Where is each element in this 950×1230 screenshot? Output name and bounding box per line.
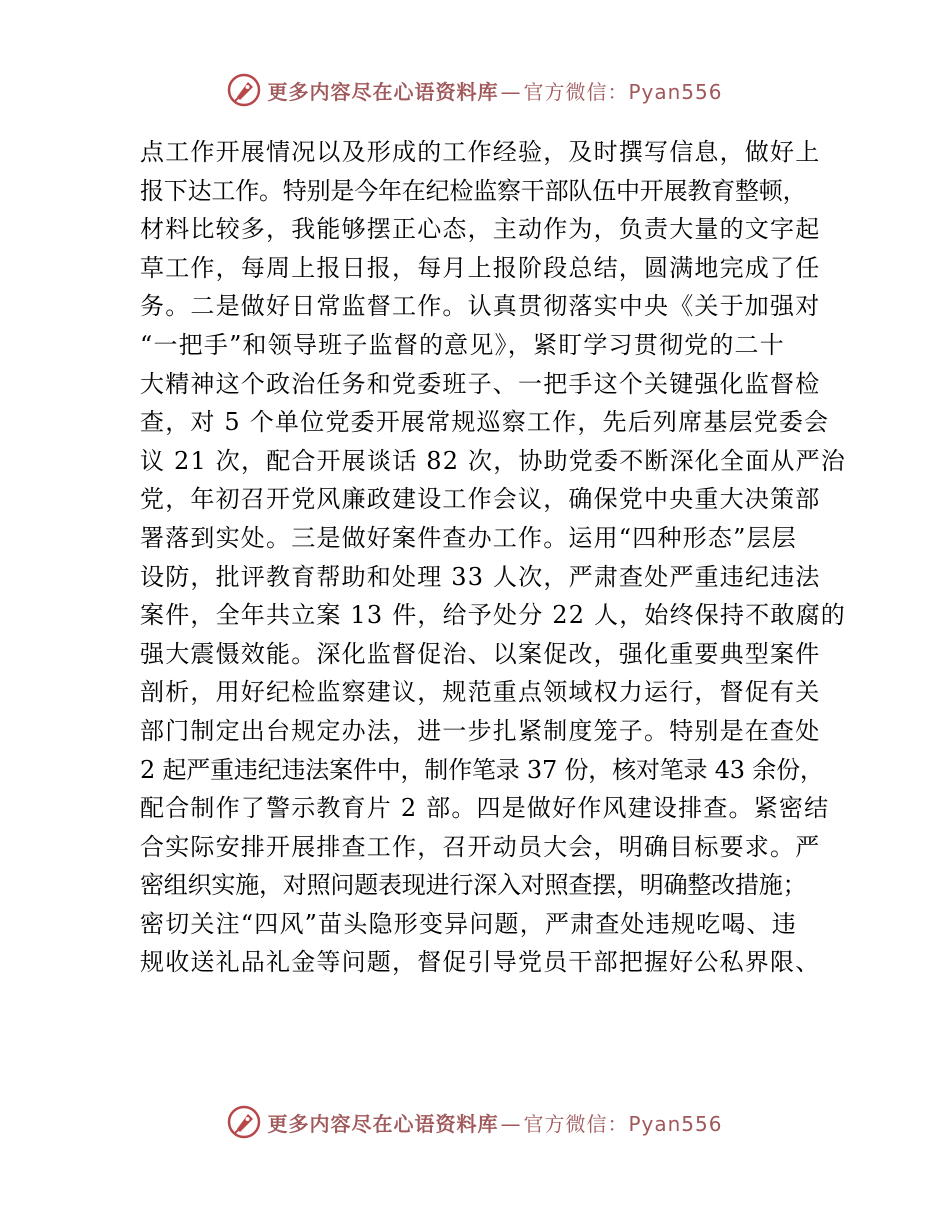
body-line: 材料比较多，我能够摆正心态，主动作为，负责大量的文字起 (140, 215, 821, 244)
body-line: 点工作开展情况以及形成的工作经验，及时撰写信息，做好上 (140, 138, 821, 166)
body-line: 设防，批评教育帮助和处理 33 人次，严肃查处严重违纪违法 (140, 562, 821, 591)
header-contact: 官方微信：Pyan556 (523, 79, 723, 104)
header-banner (0, 70, 950, 110)
header-separator: — (500, 79, 522, 104)
body-line: 报下达工作。特别是今年在纪检监察干部队伍中开展教育整顿， (140, 176, 807, 205)
body-line: 草工作，每周上报日报，每月上报阶段总结，圆满地完成了任 (140, 253, 821, 282)
footer-title: 更多内容尽在心语资料库 (267, 1111, 499, 1136)
body-line: “一把手”和领导班子监督的意见》，紧盯学习贯彻党的二十 (140, 330, 785, 359)
footer-text (267, 1108, 722, 1137)
document-body (140, 133, 846, 982)
body-line: 剖析，用好纪检监察建议，规范重点领域权力运行，督促有关 (140, 678, 821, 707)
body-line: 密组织实施，对照问题表现进行深入对照查摆，明确整改措施； (140, 871, 807, 900)
body-line: 查，对 5 个单位党委开展常规巡察工作，先后列席基层党委会 (140, 408, 830, 437)
pen-nib-logo-icon (227, 1105, 261, 1139)
body-line: 议 21 次，配合开展谈话 82 次，协助党委不断深化全面从严治 (140, 446, 846, 475)
body-line: 案件，全年共立案 13 件，给予处分 22 人，始终保持不敢腐的 (140, 601, 846, 630)
pen-nib-logo-icon (227, 73, 261, 107)
body-line: 署落到实处。三是做好案件查办工作。运用“四种形态”层层 (140, 523, 797, 552)
footer-banner (0, 1102, 950, 1142)
body-line: 规收送礼品礼金等问题，督促引导党员干部把握好公私界限、 (140, 948, 821, 977)
body-line: 大精神这个政治任务和党委班子、一把手这个关键强化监督检 (140, 369, 821, 398)
body-line: 务。二是做好日常监督工作。认真贯彻落实中央《关于加强对 (140, 292, 821, 321)
body-line: 配合制作了警示教育片 2 部。四是做好作风建设排查。紧密结 (140, 794, 830, 823)
body-line: 密切关注“四风”苗头隐形变异问题，严肃查处违规吃喝、违 (140, 909, 797, 938)
body-line: 强大震慑效能。深化监督促治、以案促改，强化重要典型案件 (140, 639, 821, 668)
header-text (267, 76, 722, 105)
body-line: 2 起严重违纪违法案件中，制作笔录 37 份，核对笔录 43 余份， (140, 755, 824, 784)
footer-contact: 官方微信：Pyan556 (523, 1111, 723, 1136)
body-line: 合实际安排开展排查工作，召开动员大会，明确目标要求。严 (140, 832, 821, 861)
header-title: 更多内容尽在心语资料库 (267, 79, 499, 104)
body-line: 党，年初召开党风廉政建设工作会议，确保党中央重大决策部 (140, 485, 821, 514)
footer-separator: — (500, 1111, 522, 1136)
body-line: 部门制定出台规定办法，进一步扎紧制度笼子。特别是在查处 (140, 716, 821, 745)
